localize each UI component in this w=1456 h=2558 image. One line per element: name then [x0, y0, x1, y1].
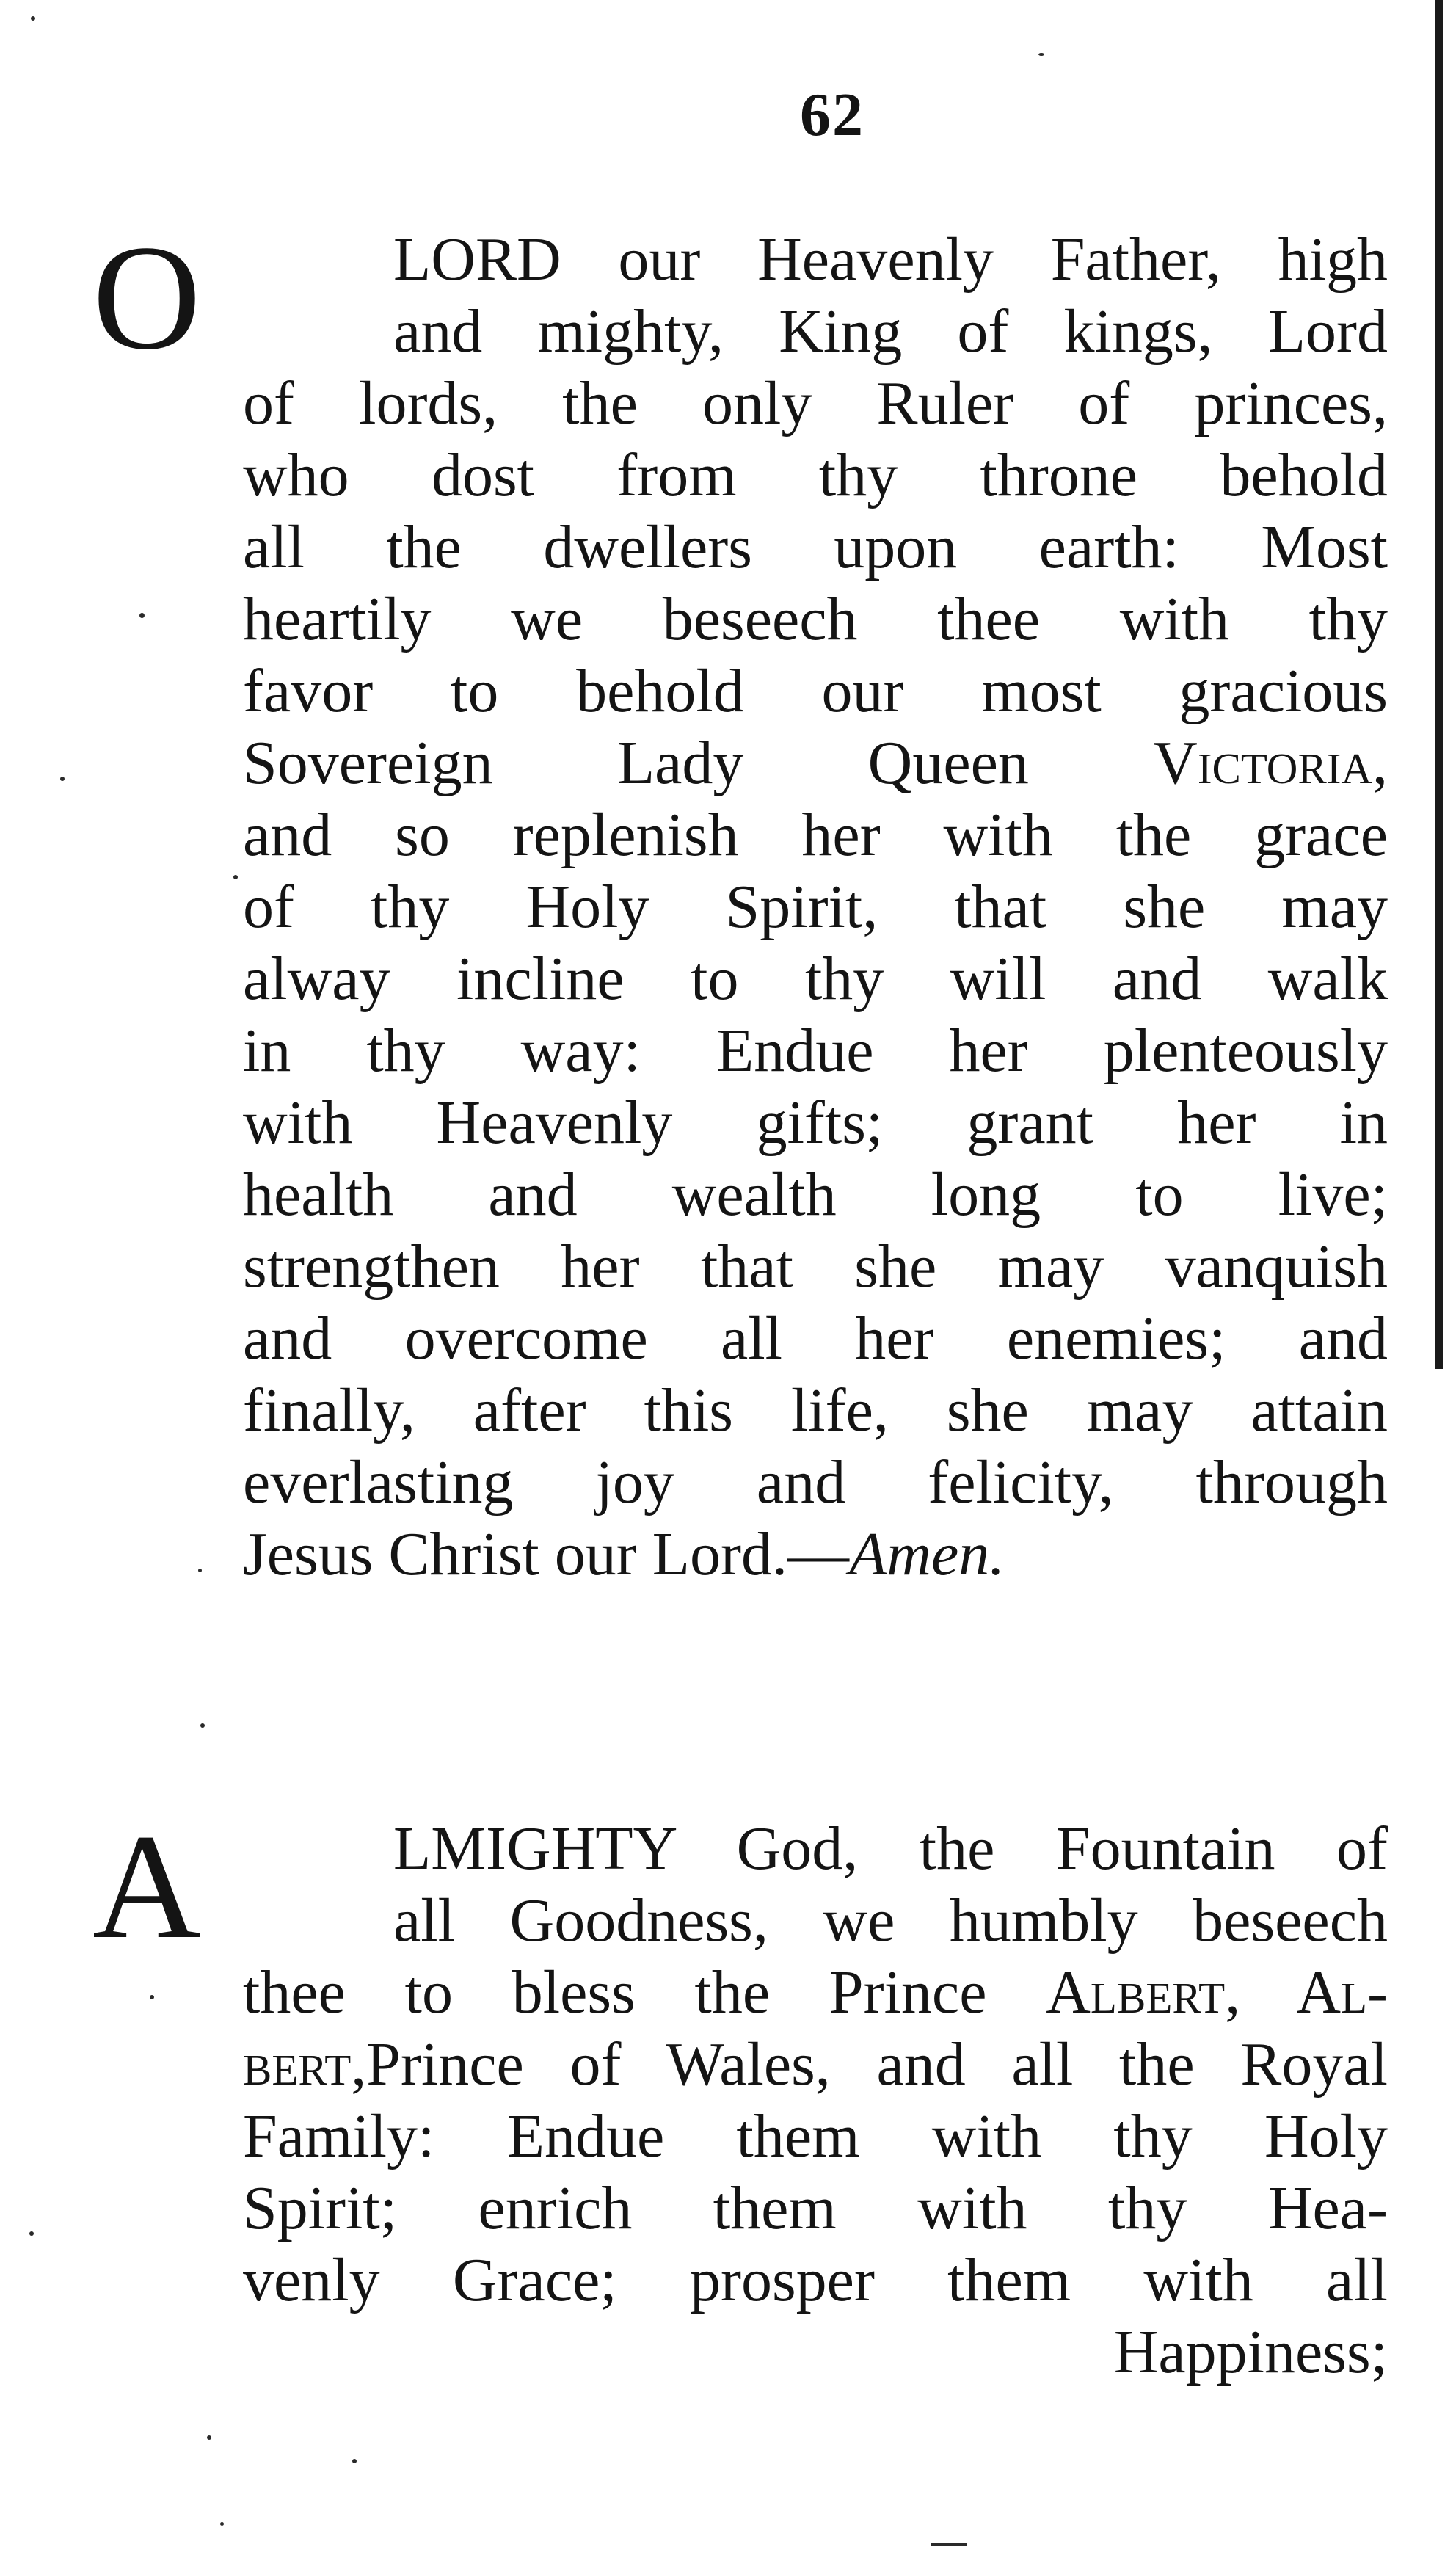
scan-speck	[200, 1723, 205, 1728]
scan-speck	[931, 2543, 967, 2546]
prayer-one-line-2: and mighty, King of kings, Lord	[393, 297, 1388, 366]
prayer-two-line-2: all Goodness, we humbly beseech	[393, 1886, 1388, 1955]
prayer-one-line-14: health and wealth long to live;	[243, 1160, 1388, 1229]
prayer-one-line-4: who dost from thy throne behold	[243, 441, 1388, 509]
page-number: 62	[800, 81, 864, 149]
prayer-one-line-7: favor to behold our most gracious	[243, 657, 1388, 725]
scan-speck	[207, 2435, 211, 2440]
amen: Amen.	[848, 1520, 1005, 1588]
scan-speck	[1038, 53, 1044, 56]
prayer-one-line-19: Jesus Christ our Lord.—Amen.	[243, 1520, 1005, 1588]
prayer-one-line-17: finally, after this life, she may attain	[243, 1376, 1388, 1445]
prayer-one-line-18: everlasting joy and felicity, through	[243, 1448, 1388, 1516]
prayer-two-line-6: Spirit; enrich them with thy Hea-	[243, 2174, 1388, 2242]
scan-speck	[198, 1569, 202, 1572]
scan-speck	[139, 613, 145, 618]
scan-speck	[60, 777, 65, 781]
prayer-two-drop-cap: A	[92, 1803, 202, 1970]
prayer-one-line-15: strengthen her that she may vanquish	[243, 1232, 1388, 1301]
prayer-two-line-7: venly Grace; prosper them with all	[243, 2246, 1388, 2314]
prayer-two-line-5: Family: Endue them with thy Holy	[243, 2102, 1388, 2170]
prayer-one-line-10: of thy Holy Spirit, that she may	[243, 873, 1388, 941]
prayer-one-line-8: Sovereign Lady Queen Victoria,	[243, 729, 1388, 797]
prayer-one-line-16: and overcome all her enemies; and	[243, 1304, 1388, 1373]
prayer-one-line-1: O LORD our Heavenly Father, high	[92, 214, 1388, 381]
prayer-for-the-royal-family	[92, 1803, 1388, 2388]
prayer-for-the-queen	[92, 214, 1388, 1591]
prayer-two-line-1: A LMIGHTY God, the Fountain of	[92, 1803, 1388, 1970]
prayer-one-line-9: and so replenish her with the grace	[243, 801, 1388, 869]
prayer-one-line-13: with Heavenly gifts; grant her in	[243, 1089, 1388, 1157]
prayer-two-catchword-line: Happiness;	[1113, 2318, 1388, 2386]
scan-speck	[29, 2231, 34, 2236]
prayer-one-line-12: in thy way: Endue her plenteously	[243, 1017, 1388, 1085]
scan-speck	[233, 875, 238, 879]
scan-speck	[352, 2459, 357, 2463]
prayer-two-line-4: bert,Prince of Wales, and all the Royal	[243, 2030, 1388, 2099]
queen-name: Victoria,	[1153, 729, 1388, 797]
prince-name: Albert, Al-	[1046, 1958, 1388, 2027]
scan-speck	[150, 1995, 154, 1999]
prayer-one-line-11: alway incline to thy will and walk	[243, 945, 1388, 1013]
prayer-two-line-3: thee to bless the Prince Albert, Al-	[243, 1958, 1388, 2027]
prayer-one-line-6: heartily we beseech thee with thy	[243, 585, 1388, 653]
prayer-one-drop-cap: O	[92, 214, 202, 381]
prayer-one-line-3: of lords, the only Ruler of princes,	[243, 369, 1388, 437]
prayer-one-line-5: all the dwellers upon earth: Most	[243, 513, 1388, 581]
scan-speck	[220, 2522, 224, 2526]
scan-speck	[31, 16, 35, 21]
margin-rule	[1435, 0, 1443, 1369]
